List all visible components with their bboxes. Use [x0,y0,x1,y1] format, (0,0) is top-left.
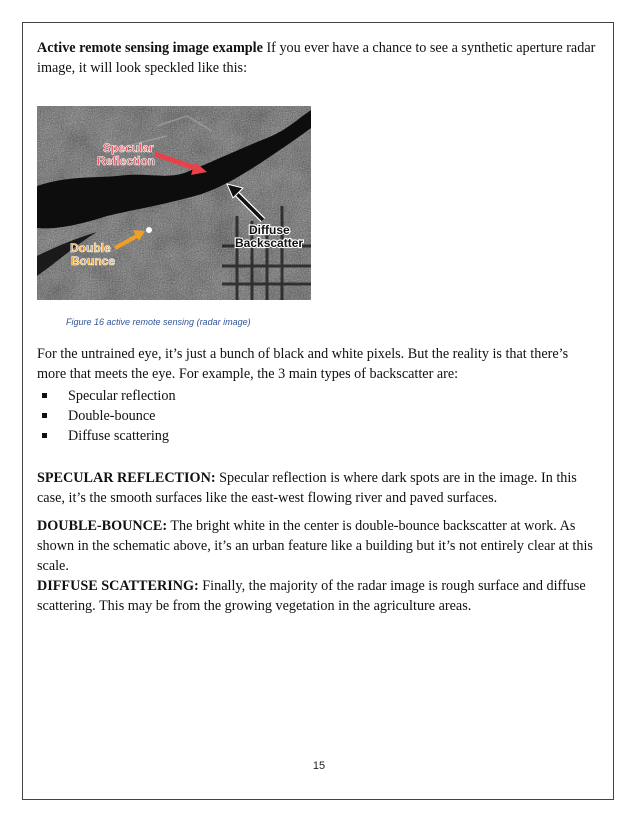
list-item: Specular reflection [40,386,176,406]
svg-text:Specular: Specular [103,141,154,155]
svg-text:Bounce: Bounce [71,254,116,268]
intro-heading: Active remote sensing image example [37,40,263,56]
svg-text:Double: Double [70,241,111,255]
list-item: Diffuse scattering [40,426,176,446]
backscatter-types-list [40,386,176,446]
figure-caption: Figure 16 active remote sensing (radar image) [66,317,251,327]
svg-text:Reflection: Reflection [97,154,156,168]
specular-reflection-paragraph: SPECULAR REFLECTION: Specular reflection is where dark spots are in the image. In this case, it’s the smooth surfaces like the east-west flowing river and paved surfaces. [37,470,577,506]
list-item: Double-bounce [40,406,176,426]
body-paragraph: For the untrained eye, it’s just a bunch of black and white pixels. But the reality is that there’s more that meets the eye. For example, the 3 main types of backscatter are: [37,346,569,382]
section-heading: DOUBLE-BOUNCE: [37,518,168,534]
svg-text:Diffuse: Diffuse [249,223,290,237]
bullet-square-icon [42,413,47,418]
page-number: 15 [312,760,326,772]
specular-label [97,141,155,168]
radar-image-figure [37,106,311,300]
bullet-square-icon [42,393,47,398]
section-heading: DIFFUSE SCATTERING: [37,578,199,594]
intro-paragraph [37,38,597,78]
section-heading: SPECULAR REFLECTION: [37,470,216,486]
double-bounce-label [70,241,115,268]
bullet-square-icon [42,433,47,438]
radar-image [37,106,311,300]
intro-text: If you ever have a chance to see a synthetic aperture radar image, it will look speckled like this: [37,40,596,76]
diffuse-scattering-paragraph: DIFFUSE SCATTERING: Finally, the majority of the radar image is rough surface and diffuse scattering. This may be from the growing vegetation in the agriculture areas. [37,578,586,614]
svg-text:Backscatter: Backscatter [235,236,304,250]
double-bounce-paragraph: DOUBLE-BOUNCE: The bright white in the center is double-bounce backscatter at work. As shown in the schematic above, it’s an urban feature like a building but it’s not entirely clear at this scale. [37,518,593,574]
